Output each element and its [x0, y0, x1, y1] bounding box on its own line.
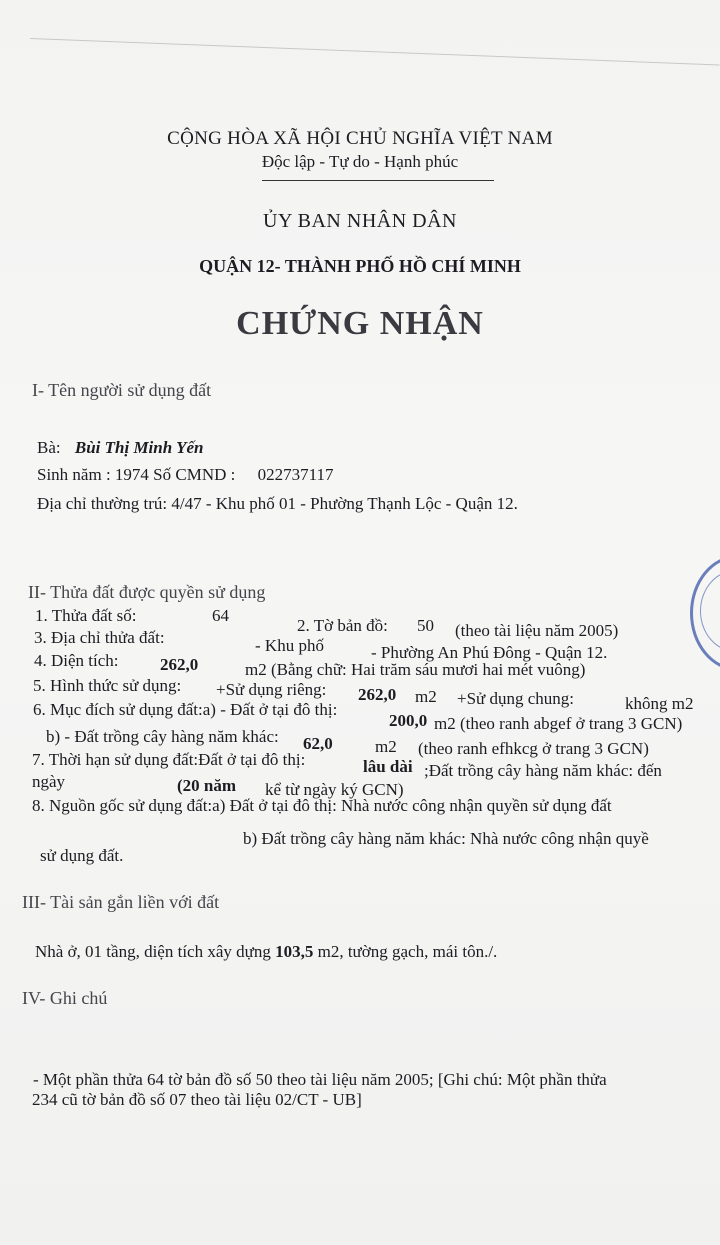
- birth-label: Sinh năm : 1974 Số CMND :: [37, 465, 236, 484]
- shared-use-label: +Sử dụng chung:: [457, 689, 575, 708]
- parcel-number: 64: [212, 606, 229, 625]
- private-use-unit: m2: [415, 687, 437, 706]
- map-source: (theo tài liệu năm 2005): [455, 621, 619, 640]
- parcel-ward: - Phường An Phú Đông - Quận 12.: [371, 643, 608, 662]
- asset-line: [35, 942, 497, 962]
- origin-line-c: sử dụng đất.: [40, 846, 124, 865]
- shared-use-value: không m2: [625, 694, 694, 713]
- note-line-2: 234 cũ tờ bản đồ số 07 theo tài liệu 02/CT - UB]: [32, 1090, 362, 1109]
- asset-area: 103,5: [275, 942, 314, 961]
- origin-line-b: b) Đất trồng cây hàng năm khác: Nhà nước công nhận quyề: [243, 829, 649, 848]
- section-1-heading: I- Tên người sử dụng đất: [32, 380, 212, 400]
- residential-boundary: m2 (theo ranh abgef ở trang 3 GCN): [434, 714, 683, 733]
- address-line: Địa chỉ thường trú: 4/47 - Khu phố 01 - Phường Thạnh Lộc - Quận 12.: [37, 494, 518, 513]
- map-sheet-label: 2. Tờ bản đồ:: [297, 616, 388, 635]
- asset-text-a: Nhà ở, 01 tầng, diện tích xây dựng: [35, 942, 271, 961]
- private-use-value: 262,0: [358, 685, 397, 704]
- owner-line: [37, 438, 204, 458]
- map-sheet-number: 50: [417, 616, 434, 635]
- annual-crop-label: b) - Đất trồng cây hàng năm khác:: [46, 727, 279, 746]
- area-value: 262,0: [160, 655, 199, 674]
- term-years: (20 năm: [177, 776, 237, 795]
- section-2-heading: II- Thửa đất được quyền sử dụng: [28, 582, 266, 602]
- term-from: kể từ ngày ký GCN): [265, 780, 404, 799]
- parcel-address-label: 3. Địa chỉ thửa đất:: [34, 628, 165, 647]
- birth-line: [37, 465, 333, 485]
- section-3-heading: III- Tài sản gắn liền với đất: [22, 892, 220, 912]
- motto-underline: [262, 180, 494, 181]
- parcel-quarter: - Khu phố: [255, 636, 324, 655]
- usage-form-label: 5. Hình thức sử dụng:: [33, 676, 182, 695]
- annual-crop-boundary: (theo ranh efhkcg ở trang 3 GCN): [418, 739, 649, 758]
- purpose-label: 6. Mục đích sử dụng đất:a) - Đất ở tại đô thị:: [33, 700, 338, 719]
- section-4-heading: IV- Ghi chú: [22, 988, 108, 1008]
- owner-prefix: Bà:: [37, 438, 61, 457]
- committee-title: ỦY BAN NHÂN DÂN: [263, 210, 457, 232]
- residential-area: 200,0: [389, 711, 428, 730]
- area-label: 4. Diện tích:: [34, 651, 119, 670]
- origin-line-a: 8. Nguồn gốc sử dụng đất:a) Đất ở tại đô thị: Nhà nước công nhận quyền sử dụng đất: [32, 796, 612, 815]
- note-line-1: - Một phần thửa 64 tờ bản đồ số 50 theo tài liệu năm 2005; [Ghi chú: Một phần thửa: [33, 1070, 607, 1089]
- nation-title: CỘNG HÒA XÃ HỘI CHỦ NGHĨA VIỆT NAM: [167, 128, 553, 149]
- annual-crop-area: 62,0: [303, 734, 333, 753]
- area-in-words: m2 (Bằng chữ: Hai trăm sáu mươi hai mét vuông): [245, 660, 586, 679]
- term-residential: lâu dài: [363, 757, 413, 776]
- document-title: CHỨNG NHẬN: [236, 305, 484, 342]
- district-title: QUẬN 12- THÀNH PHỐ HỒ CHÍ MINH: [199, 256, 521, 276]
- annual-crop-unit: m2: [375, 737, 397, 756]
- motto: Độc lập - Tự do - Hạnh phúc: [261, 152, 459, 171]
- term-annual-crop: ;Đất trồng cây hàng năm khác: đến: [424, 761, 662, 780]
- page-edge-line: [30, 38, 720, 65]
- private-use-label: +Sử dụng riêng:: [216, 680, 327, 699]
- id-number: 022737117: [257, 465, 334, 484]
- term-label: 7. Thời hạn sử dụng đất:Đất ở tại đô thị:: [32, 750, 306, 769]
- term-day-label: ngày: [32, 772, 66, 791]
- parcel-number-label: 1. Thửa đất số:: [35, 606, 137, 625]
- asset-text-b: m2, tường gạch, mái tôn./.: [317, 942, 498, 961]
- owner-name: Bùi Thị Minh Yến: [74, 438, 204, 457]
